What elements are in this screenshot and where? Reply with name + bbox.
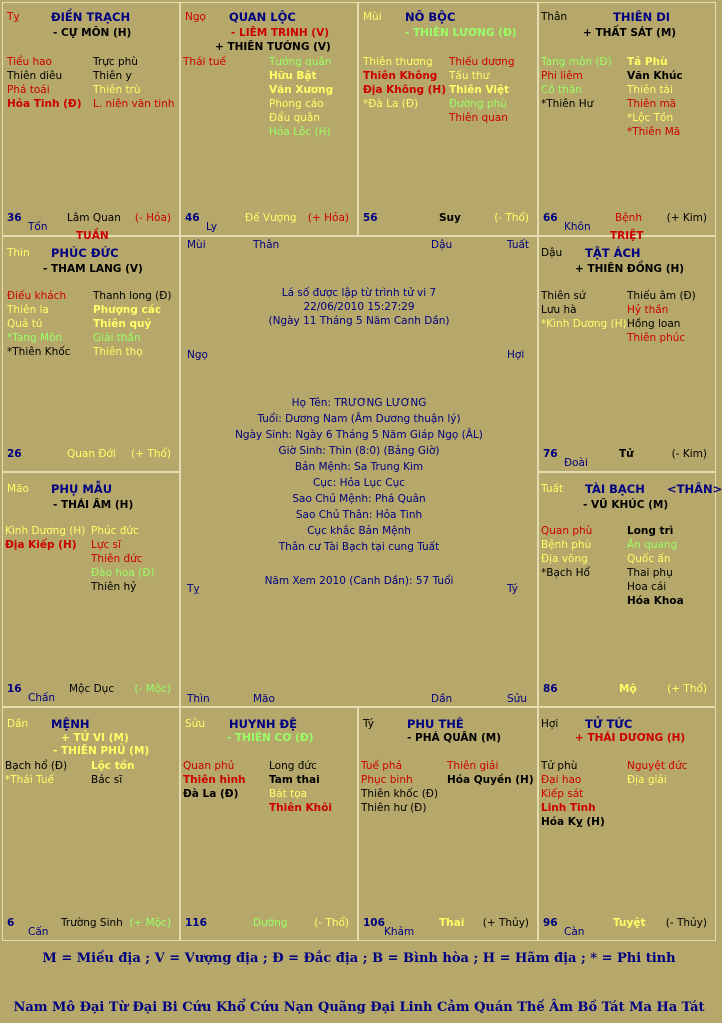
star: Lực sĩ [91, 539, 122, 551]
star: Địa Không (H) [363, 84, 446, 96]
star: Linh Tinh [541, 802, 596, 814]
bat-quai: Khảm [384, 925, 415, 938]
truong-sinh: Mộc Dục [69, 682, 115, 695]
star: Tử phù [541, 760, 578, 772]
palace-phuc-duc [2, 236, 180, 472]
star: Đường phù [449, 98, 507, 110]
star: Thiên Khôi [269, 802, 332, 814]
star: Long đức [269, 760, 317, 772]
star: Hóa Khoa [627, 595, 684, 607]
palace-thien-di [538, 2, 716, 236]
main-star: - VŨ KHÚC (M) [583, 499, 669, 511]
header-line: (Ngày 11 Tháng 5 Năm Canh Dần) [268, 315, 450, 327]
dai-han-number: 26 [7, 447, 22, 460]
bat-quai: Tốn [28, 220, 48, 233]
star: Đào hoa (Đ) [91, 567, 155, 579]
cung-hanh: (+ Hỏa) [307, 211, 349, 224]
cung-hanh: (- Kim) [671, 447, 707, 460]
star: Tướng quân [269, 56, 332, 68]
star: Phi liêm [541, 70, 583, 82]
star: Thiên quan [449, 112, 508, 124]
star: Quan phù [541, 525, 593, 537]
star: Thiên la [7, 304, 49, 316]
star: Kiếp sát [541, 788, 584, 800]
star: Thiếu dương [449, 56, 515, 68]
star: Đẩu quân [269, 112, 320, 124]
year-line: Năm Xem 2010 (Canh Dần): 57 Tuổi [264, 575, 454, 587]
bat-quai: Khôn [564, 220, 591, 233]
star: Bác sĩ [91, 774, 123, 786]
corner-label: Dậu [431, 239, 453, 251]
corner-label: Mão [253, 693, 275, 705]
star: Thiên thương [363, 56, 433, 68]
dai-han-number: 86 [543, 682, 558, 695]
star: Hỏa Tinh (Đ) [7, 98, 82, 110]
corner-label: Tỵ [187, 583, 200, 595]
info-line: Thân cư Tài Bạch tại cung Tuất [278, 541, 440, 553]
palace-name: QUAN LỘC [229, 10, 296, 24]
main-star: - THIÊN CƠ (Đ) [227, 732, 314, 744]
palace-name: THIÊN DI [613, 10, 671, 24]
star: Thiên diêu [7, 70, 63, 82]
star: *Tang Môn [7, 332, 63, 344]
dai-han-number: 76 [543, 447, 558, 460]
palace-tai-bach [538, 472, 722, 707]
main-star: - THÁI ÂM (H) [53, 499, 134, 511]
truong-sinh: Trường Sinh [61, 916, 123, 929]
palace-name: PHỤ MẪU [51, 482, 113, 496]
cung-hanh: (- Thủy) [665, 916, 707, 929]
legend: M = Miếu địa ; V = Vượng địa ; Đ = Đắc địa ; B = Bình hòa ; H = Hãm địa ; * = Phi tinh [42, 951, 676, 966]
corner-label: Hợi [507, 349, 525, 361]
star: Quan phủ [183, 760, 235, 772]
info-line: Cục khắc Bản Mệnh [307, 525, 411, 537]
main-star: - THAM LANG (V) [43, 263, 143, 275]
star: Quốc ấn [627, 553, 671, 565]
dai-han-number: 6 [7, 916, 15, 929]
triet-marker: TRIỆT [610, 230, 644, 242]
palace-phu-the [358, 707, 538, 941]
star: Thiên Không [363, 70, 438, 82]
star: Phục binh [361, 774, 413, 786]
star: *Thiên Khốc [7, 346, 71, 358]
star: Thiên hư (Đ) [361, 802, 427, 814]
dai-han-number: 56 [363, 211, 378, 224]
info-line: Ngày Sinh: Ngày 6 Tháng 5 Năm Giáp Ngọ (ÂL) [235, 429, 483, 441]
info-line: Họ Tên: TRƯƠNG LƯƠNG [291, 397, 427, 409]
star: Lưu hà [541, 304, 577, 316]
star: Hỷ thần [627, 304, 669, 316]
palace-huynh-de [180, 707, 358, 941]
palace-no-boc [358, 2, 538, 236]
info-line: Sao Chủ Mệnh: Phá Quân [292, 493, 426, 505]
star: Phượng các [93, 304, 162, 316]
star: Địa võng [541, 553, 588, 565]
cung-hanh: (+ Thủy) [482, 916, 529, 929]
corner-label: Tuất [507, 239, 530, 251]
palace-phu-mau [2, 472, 180, 707]
palace-name: ĐIỀN TRẠCH [51, 10, 131, 24]
star: Nguyệt đức [627, 760, 688, 772]
palace-chi: Mão [7, 483, 29, 495]
star: Thiên khốc (Đ) [361, 788, 439, 800]
star: Hồng loan [627, 318, 681, 330]
star: Điếu khách [7, 290, 67, 302]
star: Lộc tồn [91, 760, 135, 772]
chart-center [180, 236, 538, 707]
palace-name: PHU THÊ [407, 717, 464, 731]
cung-hanh: (+ Mộc) [129, 916, 171, 929]
star: Phúc đức [91, 525, 139, 537]
star: Thiên sứ [541, 290, 586, 302]
star: Long trì [627, 525, 674, 537]
star: Bát tọa [269, 788, 308, 800]
corner-label: Thân [253, 239, 280, 251]
star: Tam thai [269, 774, 320, 786]
star: Giải thần [93, 332, 141, 344]
cung-hanh: (+ Thổ) [667, 682, 707, 695]
star: Hữu Bật [269, 70, 317, 82]
star: Thiên phúc [627, 332, 686, 344]
star: Phong cáo [269, 98, 324, 110]
main-star: + TỬ VI (M) [61, 732, 129, 744]
info-line: Bản Mệnh: Sa Trung Kim [294, 461, 424, 473]
than-marker: <THÂN> [667, 482, 722, 496]
main-star: - THIÊN PHỦ (M) [53, 745, 150, 757]
palace-chi: Tý [363, 718, 374, 730]
star: Kình Dương (H) [5, 525, 86, 537]
star: Tấu thư [449, 70, 490, 82]
star: Tang môn (Đ) [541, 56, 612, 68]
star: *Thái Tuế [5, 774, 54, 786]
main-star: + THIÊN ĐỒNG (H) [575, 263, 685, 275]
star: Thiên y [93, 70, 132, 82]
dai-han-number: 116 [185, 916, 207, 929]
star: Văn Xương [269, 84, 334, 96]
truong-sinh: Mộ [619, 682, 637, 695]
star: Thiếu âm (Đ) [627, 290, 696, 302]
truong-sinh: Tuyệt [613, 916, 646, 929]
star: Địa giải [627, 774, 667, 786]
star: Phá toái [7, 84, 50, 96]
dai-han-number: 96 [543, 916, 558, 929]
main-star: + THIÊN TƯỚNG (V) [215, 41, 331, 53]
palace-name: TÀI BẠCH [585, 482, 645, 496]
star: Trực phù [93, 56, 138, 68]
star: Tuế phá [361, 760, 403, 772]
cung-hanh: (- Thổ) [314, 916, 349, 929]
palace-chi: Thìn [7, 247, 30, 259]
truong-sinh: Lâm Quan [67, 211, 121, 224]
corner-label: Thìn [187, 693, 210, 705]
dai-han-number: 36 [7, 211, 22, 224]
palace-chi: Mùi [363, 11, 382, 23]
star: Cô thần [541, 84, 582, 96]
star: Hóa Lộc (H) [269, 126, 331, 138]
info-line: Cục: Hỏa Lục Cục [312, 477, 406, 489]
header-line: 22/06/2010 15:27:29 [303, 301, 415, 313]
palace-tat-ach [538, 236, 716, 472]
cung-hanh: (- Thổ) [494, 211, 529, 224]
palace-chi: Tỵ [7, 11, 20, 23]
star: *Đà La (Đ) [363, 98, 419, 110]
star: Ân quang [627, 539, 678, 551]
palace-menh [2, 707, 180, 941]
star: Thiên trù [93, 84, 141, 96]
star: Đại hao [541, 774, 582, 786]
star: Hoa cái [627, 581, 667, 593]
star: *Thiên Mã [627, 126, 681, 138]
palace-name: MỆNH [51, 717, 90, 731]
star: L. niên văn tinh [93, 98, 175, 110]
star: Hóa Quyền (H) [447, 774, 534, 786]
star: Thiên quý [93, 318, 152, 330]
star: Thiên tài [627, 84, 673, 96]
star: *Kình Dương (H) [541, 318, 627, 330]
star: Tiểu hao [7, 56, 52, 68]
corner-label: Ngọ [187, 349, 208, 361]
palace-quan-loc [180, 2, 358, 236]
bat-quai: Ly [206, 220, 218, 233]
bat-quai: Càn [564, 925, 585, 938]
star: Hóa Kỵ (H) [541, 816, 605, 828]
truong-sinh: Quan Đới [67, 447, 116, 460]
bat-quai: Chấn [28, 691, 56, 704]
palace-name: TỬ TỨC [585, 717, 633, 731]
star: Tả Phù [627, 56, 668, 68]
star: *Thiên Hư [541, 98, 594, 110]
dai-han-number: 106 [363, 916, 385, 929]
corner-label: Mùi [187, 239, 206, 251]
palace-chi: Dần [7, 718, 29, 730]
palace-name: PHÚC ĐỨC [51, 246, 119, 260]
star: Thai phụ [627, 567, 673, 579]
main-star: - LIÊM TRINH (V) [231, 27, 329, 39]
palace-tu-tuc [538, 707, 716, 941]
cung-hanh: (+ Kim) [666, 211, 707, 224]
cung-hanh: (- Mộc) [134, 682, 171, 695]
star: *Lộc Tồn [627, 112, 674, 124]
dai-han-number: 46 [185, 211, 200, 224]
main-star: - THIÊN LƯƠNG (Đ) [405, 27, 517, 39]
main-star: - CỰ MÔN (H) [53, 27, 132, 39]
star: Thiên hình [183, 774, 246, 786]
star: Bệnh phù [541, 539, 592, 551]
star: Thiên thọ [93, 346, 143, 358]
info-line: Giờ Sinh: Thìn (8:0) (Bảng Giờ) [278, 445, 440, 457]
corner-label: Dần [431, 693, 453, 705]
star: Đà La (Đ) [183, 788, 239, 800]
star: Thiên hỷ [91, 581, 137, 593]
bat-quai: Đoài [564, 456, 588, 469]
palace-name: NÔ BỘC [405, 10, 456, 24]
main-star: + THẤT SÁT (M) [583, 27, 677, 39]
star: Thái tuế [183, 56, 226, 68]
cung-hanh: (- Hỏa) [134, 211, 171, 224]
star: Địa Kiếp (H) [5, 539, 77, 551]
palace-chi: Ngọ [185, 11, 206, 23]
truong-sinh: Tử [619, 447, 634, 460]
corner-label: Tý [507, 583, 518, 595]
dai-han-number: 16 [7, 682, 22, 695]
star: Thiên đức [91, 553, 143, 565]
palace-chi: Tuất [541, 483, 564, 495]
truong-sinh: Đế Vượng [245, 211, 297, 224]
info-line: Sao Chủ Thân: Hỏa Tinh [295, 509, 423, 521]
dai-han-number: 66 [543, 211, 558, 224]
star: Văn Khúc [627, 70, 683, 82]
main-star: + THÁI DƯƠNG (H) [575, 732, 686, 744]
palace-chi: Hợi [541, 718, 559, 730]
palace-chi: Thân [541, 11, 568, 23]
palace-dien-trach [2, 2, 180, 236]
star: Thiên giải [447, 760, 499, 772]
truong-sinh: Dưỡng [253, 916, 288, 929]
palace-chi: Dậu [541, 247, 563, 259]
star: *Bạch Hổ [541, 567, 590, 579]
info-line: Tuổi: Dương Nam (Âm Dương thuận lý) [257, 413, 461, 425]
truong-sinh: Suy [439, 211, 461, 224]
palace-name: TẬT ÁCH [585, 246, 641, 260]
main-star: - PHÁ QUÂN (M) [407, 732, 502, 744]
palace-name: HUYNH ĐỆ [229, 717, 298, 731]
star: Thiên mã [627, 98, 677, 110]
truong-sinh: Bệnh [615, 211, 642, 224]
star: Bạch hổ (Đ) [5, 760, 68, 772]
corner-label: Sửu [507, 693, 527, 705]
star: Quả tú [7, 318, 43, 330]
prayer-line: Nam Mô Đại Từ Đại Bi Cứu Khổ Cứu Nạn Quãng Đại Linh Cảm Quán Thế Âm Bồ Tát Ma Ha Tát [13, 1000, 705, 1015]
star: Thiên Việt [449, 84, 510, 96]
cung-hanh: (+ Thổ) [131, 447, 171, 460]
tuan-marker: TUẦN [76, 230, 109, 242]
palace-chi: Sửu [185, 718, 205, 730]
star: Thanh long (Đ) [93, 290, 172, 302]
truong-sinh: Thai [439, 916, 465, 929]
bat-quai: Cấn [28, 925, 49, 938]
header-line: Lá số được lập từ trình tử vi 7 [281, 287, 437, 299]
